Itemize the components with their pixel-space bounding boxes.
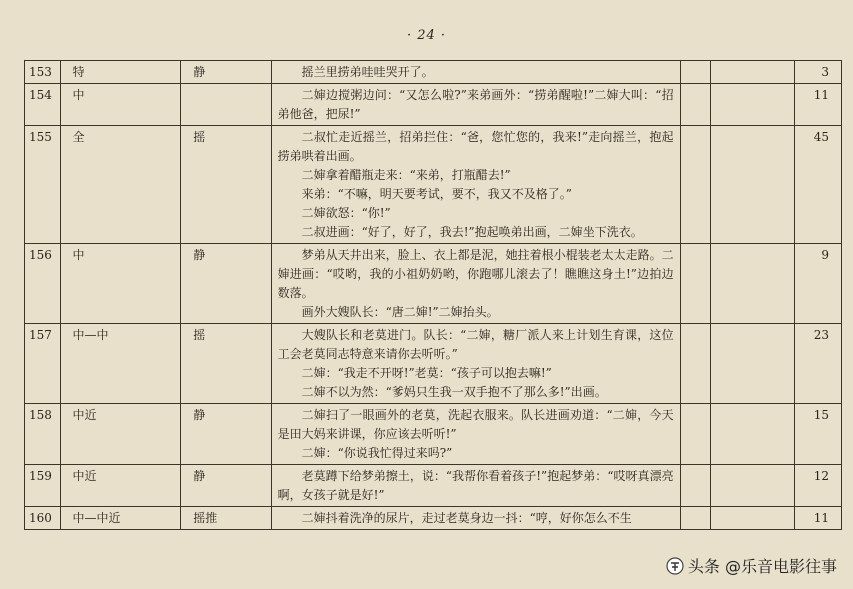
camera-movement: 摇 — [181, 126, 271, 244]
content-paragraph: 二婶：“你说我忙得过来吗?” — [301, 446, 453, 460]
empty-column — [680, 126, 710, 244]
toutiao-logo-icon — [666, 557, 684, 575]
shot-row — [25, 84, 842, 126]
shot-content — [271, 244, 680, 324]
shot-duration: 12 — [795, 465, 842, 507]
content-paragraph: 老莫蹲下给梦弟擦土，说：“我帮你看着孩子!”抱起梦弟：“哎呀真漂亮啊，女孩子就是好!” — [277, 469, 674, 502]
shot-content — [271, 126, 680, 244]
shot-row — [25, 324, 842, 404]
page-number: · 24 · — [406, 28, 447, 43]
shot-row — [25, 126, 842, 244]
content-paragraph: 二婶拿着醋瓶走来：“来弟，打瓶醋去!” — [301, 168, 511, 182]
content-paragraph: 大嫂队长和老莫进门。队长：“二婶，糖厂派人来上计划生育课，这位工会老莫同志特意来请你去听听。” — [277, 328, 674, 361]
content-paragraph: 二叔进画：“好了，好了，我去!”抱起唤弟出画，二婶坐下洗衣。 — [301, 225, 643, 239]
shot-number: 154 — [25, 84, 61, 126]
content-paragraph: 来弟：“不嘛，明天要考试，要不，我又不及格了。” — [301, 187, 572, 201]
camera-movement — [181, 84, 271, 126]
empty-column — [711, 126, 795, 244]
empty-column — [680, 244, 710, 324]
empty-column — [711, 404, 795, 465]
content-paragraph: 二叔忙走近摇兰，招弟拦住：“爸，您忙您的，我来!”走向摇兰，抱起捞弟哄着出画。 — [277, 130, 674, 163]
shot-content — [271, 404, 680, 465]
content-paragraph: 摇兰里捞弟哇哇哭开了。 — [301, 65, 434, 79]
camera-movement: 摇推 — [181, 507, 271, 530]
shot-size: 中近 — [60, 404, 181, 465]
shot-content — [271, 61, 680, 84]
shot-script-table — [24, 60, 842, 530]
shot-row — [25, 465, 842, 507]
shot-content — [271, 507, 680, 530]
empty-column — [680, 324, 710, 404]
shot-number: 156 — [25, 244, 61, 324]
empty-column — [680, 404, 710, 465]
shot-size: 中近 — [60, 465, 181, 507]
shot-content — [271, 465, 680, 507]
empty-column — [711, 507, 795, 530]
content-paragraph: 二婶扫了一眼画外的老莫，洗起衣服来。队长进画劝道：“二婶，今天是田大妈来讲课，你应该去听听!” — [277, 408, 674, 441]
empty-column — [711, 61, 795, 84]
content-paragraph: 二婶抖着洗净的尿片，走过老莫身边一抖：“哼，好你怎么不生 — [301, 511, 632, 525]
empty-column — [711, 465, 795, 507]
shot-number: 157 — [25, 324, 61, 404]
shot-duration: 15 — [795, 404, 842, 465]
empty-column — [680, 84, 710, 126]
shot-number: 155 — [25, 126, 61, 244]
content-paragraph: 梦弟从天井出来，脸上、衣上都是泥，她拄着根小棍装老太太走路。二婶进画：“哎哟，我的小祖奶奶哟，你跑哪儿滚去了！瞧瞧这身土!”边拍边数落。 — [277, 248, 674, 300]
watermark — [662, 553, 841, 578]
shot-content — [271, 84, 680, 126]
shot-duration: 9 — [795, 244, 842, 324]
shot-number: 158 — [25, 404, 61, 465]
shot-number: 153 — [25, 61, 61, 84]
content-paragraph: 画外大嫂队长：“唐二婶!”二婶抬头。 — [301, 305, 499, 319]
shot-rows — [25, 61, 842, 530]
empty-column — [680, 465, 710, 507]
shot-row — [25, 507, 842, 530]
shot-duration: 45 — [795, 126, 842, 244]
content-paragraph: 二婶不以为然：“爹妈只生我一双手抱不了那么多!”出画。 — [301, 385, 607, 399]
watermark-text: 头条 @乐音电影往事 — [687, 557, 837, 576]
content-paragraph: 二婶：“我走不开呀!”老莫：“孩子可以抱去嘛!” — [301, 366, 552, 380]
shot-row — [25, 61, 842, 84]
camera-movement: 静 — [181, 465, 271, 507]
empty-column — [680, 507, 710, 530]
shot-size: 中—中 — [60, 324, 181, 404]
content-paragraph: 二婶欲怒：“你!” — [301, 206, 391, 220]
camera-movement: 静 — [181, 404, 271, 465]
shot-duration: 23 — [795, 324, 842, 404]
empty-column — [711, 324, 795, 404]
camera-movement: 静 — [181, 244, 271, 324]
shot-size: 中—中近 — [60, 507, 181, 530]
shot-row — [25, 244, 842, 324]
shot-size: 全 — [60, 126, 181, 244]
empty-column — [711, 244, 795, 324]
shot-row — [25, 404, 842, 465]
shot-number: 159 — [25, 465, 61, 507]
camera-movement: 静 — [181, 61, 271, 84]
empty-column — [711, 84, 795, 126]
empty-column — [680, 61, 710, 84]
shot-size: 特 — [60, 61, 181, 84]
shot-number: 160 — [25, 507, 61, 530]
shot-size: 中 — [60, 84, 181, 126]
shot-content — [271, 324, 680, 404]
shot-size: 中 — [60, 244, 181, 324]
shot-duration: 11 — [795, 507, 842, 530]
shot-duration: 3 — [795, 61, 842, 84]
content-paragraph: 二婶边搅粥边问：“又怎么啦?”来弟画外：“捞弟醒啦!”二婶大叫：“招弟他爸，把尿!” — [277, 88, 674, 121]
shot-duration: 11 — [795, 84, 842, 126]
camera-movement: 摇 — [181, 324, 271, 404]
